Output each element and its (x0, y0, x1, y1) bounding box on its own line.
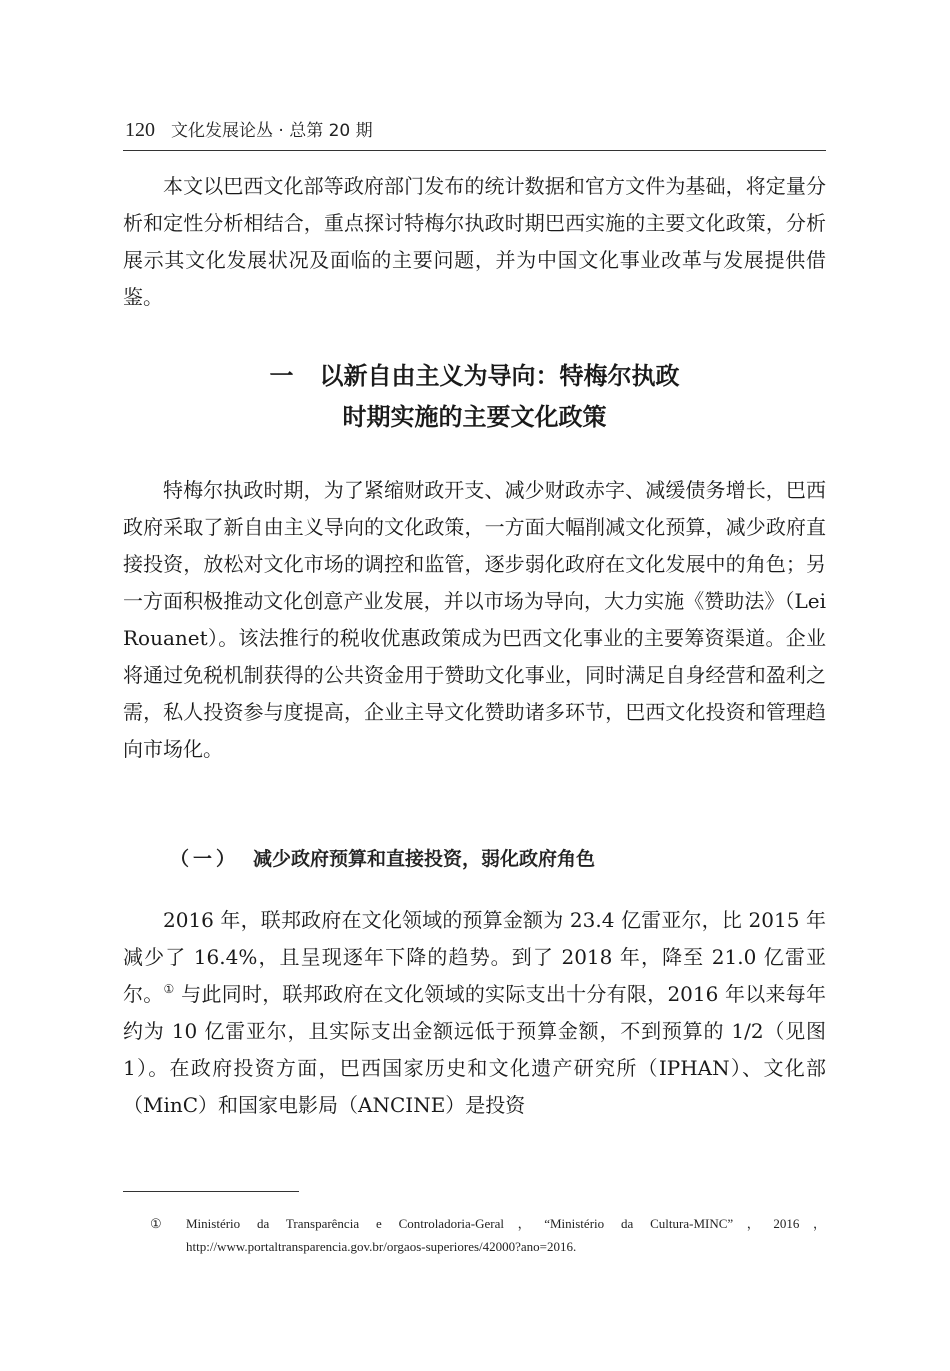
subsection-number: （一） (170, 848, 240, 870)
footnote-divider (123, 1191, 299, 1192)
subsection-title: 减少政府预算和直接投资，弱化政府角色 (253, 848, 596, 870)
subsection-heading (170, 842, 595, 876)
intro-paragraph: 本文以巴西文化部等政府部门发布的统计数据和官方文件为基础，将定量分析和定性分析相结合，重点探讨特梅尔执政时期巴西实施的主要文化政策，分析展示其文化发展状况及面临的主要问题，并为中国文化事业改革与发展提供借鉴。 (123, 174, 826, 309)
journal-title: 文化发展论丛 · 总第 20 期 (171, 121, 373, 141)
section-number: 一 (269, 362, 294, 390)
footnote-reference[interactable]: ① (163, 982, 175, 996)
section-title-line-1: 以新自由主义为导向：特梅尔执政 (319, 362, 680, 390)
page-number: 120 (125, 119, 155, 141)
budget-paragraph-text-a: 2016 年，联邦政府在文化领域的预算金额为 23.4 亿雷亚尔，比 2015 年减少了 16.4%，且呈现逐年下降的趋势。到了 2018 年，降至 21.0 亿雷亚尔。 (123, 908, 826, 1006)
budget-paragraph (123, 902, 826, 1124)
footnote-marker: ① (150, 1216, 162, 1231)
section-title-line-2: 时期实施的主要文化政策 (342, 403, 607, 431)
footnote-text: Ministério da Transparência e Controladoria-Geral，“Ministério da Cultura-MINC”，2016，http://www.portaltransparencia.gov.br/orgaos-superiores/42000?ano=2016. (186, 1216, 826, 1254)
policy-paragraph: 特梅尔执政时期，为了紧缩财政开支、减少财政赤字、减缓债务增长，巴西政府采取了新自由主义导向的文化政策，一方面大幅削减文化预算，减少政府直接投资，放松对文化市场的调控和监管，逐步弱化政府在文化发展中的角色；另一方面积极推动文化创意产业发展，并以市场为导向，大力实施《赞助法》（Lei Rouanet）。该法推行的税收优惠政策成为巴西文化事业的主要筹资渠道。企业将通过免税机制获得的公共资金用于赞助文化事业，同时满足自身经营和盈利之需，私人投资参与度提高，企业主导文化赞助诸多环节，巴西文化投资和管理趋向市场化。 (123, 478, 826, 761)
section-heading-line-1 (123, 356, 826, 397)
running-header (123, 116, 826, 151)
footnote (150, 1212, 826, 1258)
budget-paragraph-text-b: 与此同时，联邦政府在文化领域的实际支出十分有限，2016 年以来每年约为 10 亿雷亚尔，且实际支出金额远低于预算金额，不到预算的 1/2（见图 1）。在政府投资方面，巴西国家历史和文化遗产研究所（IPHAN）、文化部（MinC）和国家电影局（ANCINE）是投资 (123, 982, 827, 1117)
section-heading (123, 356, 826, 438)
